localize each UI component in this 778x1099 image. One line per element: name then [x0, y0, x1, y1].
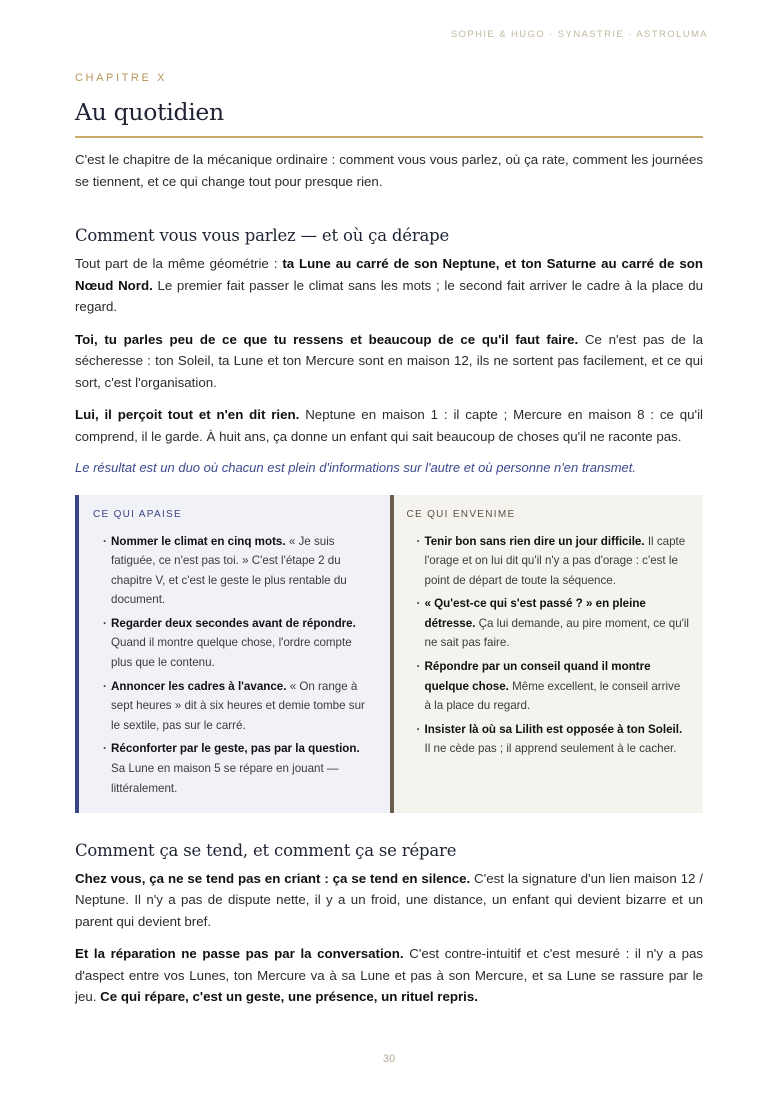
chapter-title: Au quotidien	[75, 98, 703, 138]
text: Le premier fait passer le climat sans les mots ; le second fait arriver le cadre à la place du regard.	[75, 277, 704, 314]
item-text: Même excellent, le conseil arrive à la place du regard.	[424, 679, 681, 713]
section1-paragraph-3	[75, 404, 703, 447]
item-bold: Nommer le climat en cinq mots.	[111, 534, 286, 548]
list-item	[419, 594, 690, 653]
item-bold: Insister là où sa Lilith est opposée à ton Soleil.	[424, 722, 683, 736]
section1-paragraph-2	[75, 329, 703, 394]
item-text: Quand il montre quelque chose, l'ordre compte plus que le contenu.	[111, 636, 352, 670]
calm-box	[75, 495, 390, 813]
item-text: « On range à sept heures » dit à six heures et demie tombe sur le sextile, pas sur le carré.	[111, 679, 365, 732]
running-header: SOPHIE & HUGO · SYNASTRIE · ASTROLUMA	[450, 29, 708, 40]
text: Tout part de la même géométrie :	[75, 256, 283, 271]
list-item	[105, 614, 376, 673]
worsen-box-heading: CE QUI ENVENIME	[406, 508, 516, 520]
item-bold: Annoncer les cadres à l'avance.	[111, 679, 287, 693]
bold-text: ta Lune au carré de son Neptune, et ton Saturne au carré de son Nœud Nord.	[75, 256, 703, 293]
section2-paragraph-1	[75, 868, 703, 933]
section2-heading: Comment ça se tend, et comment ça se répare	[75, 840, 457, 860]
item-text: « Je suis fatiguée, ce n'est pas toi. » C'est l'étape 2 du chapitre V, et c'est le geste le plus rentable du document.	[111, 534, 347, 607]
page-content	[75, 0, 703, 1008]
calm-box-heading: CE QUI APAISE	[93, 508, 182, 520]
bold-text: Lui, il perçoit tout et n'en dit rien.	[75, 407, 300, 422]
item-text: Il capte l'orage et on lui dit qu'il n'y a pas d'orage : c'est le point de départ de toute la séquence.	[424, 534, 686, 587]
item-bold: Regarder deux secondes avant de répondre.	[111, 616, 356, 630]
item-bold: Réconforter par le geste, pas par la question.	[111, 742, 360, 756]
item-bold: Répondre par un conseil quand il montre quelque chose.	[424, 660, 651, 693]
list-item	[105, 532, 376, 610]
section1-paragraph-1	[75, 253, 703, 318]
bold-text: Et la réparation ne passe pas par la conversation.	[75, 946, 404, 961]
list-item	[419, 532, 690, 591]
bold-text: Chez vous, ça ne se tend pas en criant : ça se tend en silence.	[75, 870, 471, 886]
item-bold: Tenir bon sans rien dire un jour difficile.	[424, 534, 645, 548]
advice-boxes	[75, 495, 703, 813]
bold-text: Ce qui répare, c'est un geste, une présence, un rituel repris.	[100, 989, 478, 1004]
text: C'est contre-intuitif et c'est mesuré : il n'y a pas d'aspect entre vos Lunes, ton Mercure va à sa Lune et pas à son Mercure, et sa Lune se rassure par le jeu.	[75, 946, 704, 1004]
list-item	[419, 657, 690, 716]
list-item	[419, 720, 690, 759]
worsen-box	[390, 495, 704, 813]
item-text: Ça lui demande, au pire moment, ce qu'il ne sait pas faire.	[424, 616, 690, 650]
text: C'est la signature d'un lien maison 12 / Neptune. Il n'y a pas de dispute nette, il y a un froid, une distance, un enfant qui devient bizarre et un parent qui devient bref.	[75, 870, 703, 929]
section1-emphasis: Le résultat est un duo où chacun est plein d'informations sur l'autre et où personne n'en transmet.	[75, 460, 637, 475]
chapter-intro: C'est le chapitre de la mécanique ordinaire : comment vous vous parlez, où ça rate, comment les journées se tiennent, et ce qui change tout pour presque rien.	[75, 152, 703, 189]
text: Ce n'est pas de la sécheresse : ton Soleil, ta Lune et ton Mercure sont en maison 12, ils ne sortent pas facilement, et ce qui sort, c'est l'organisation.	[75, 331, 703, 390]
worsen-list	[407, 532, 690, 760]
page-number: 30	[382, 1053, 396, 1065]
section1-heading: Comment vous vous parlez — et où ça dérape	[75, 226, 450, 245]
bold-text: Toi, tu parles peu de ce que tu ressens et beaucoup de ce qu'il faut faire.	[75, 331, 579, 347]
item-text: Il ne cède pas ; il apprend seulement à le cacher.	[424, 742, 677, 756]
text: Neptune en maison 1 : il capte ; Mercure en maison 8 : ce qu'il comprend, il le garde. À huit ans, ça donne un enfant qui sait beaucoup de choses qu'il ne raconte pas.	[75, 407, 703, 444]
list-item	[105, 677, 376, 736]
chapter-label: CHAPITRE X	[75, 72, 168, 84]
list-item	[105, 739, 376, 798]
calm-list	[93, 532, 376, 799]
section2-paragraph-2	[75, 943, 703, 1008]
item-text: Sa Lune en maison 5 se répare en jouant — littéralement.	[111, 762, 339, 795]
item-bold: « Qu'est-ce qui s'est passé ? » en pleine détresse.	[424, 597, 646, 630]
